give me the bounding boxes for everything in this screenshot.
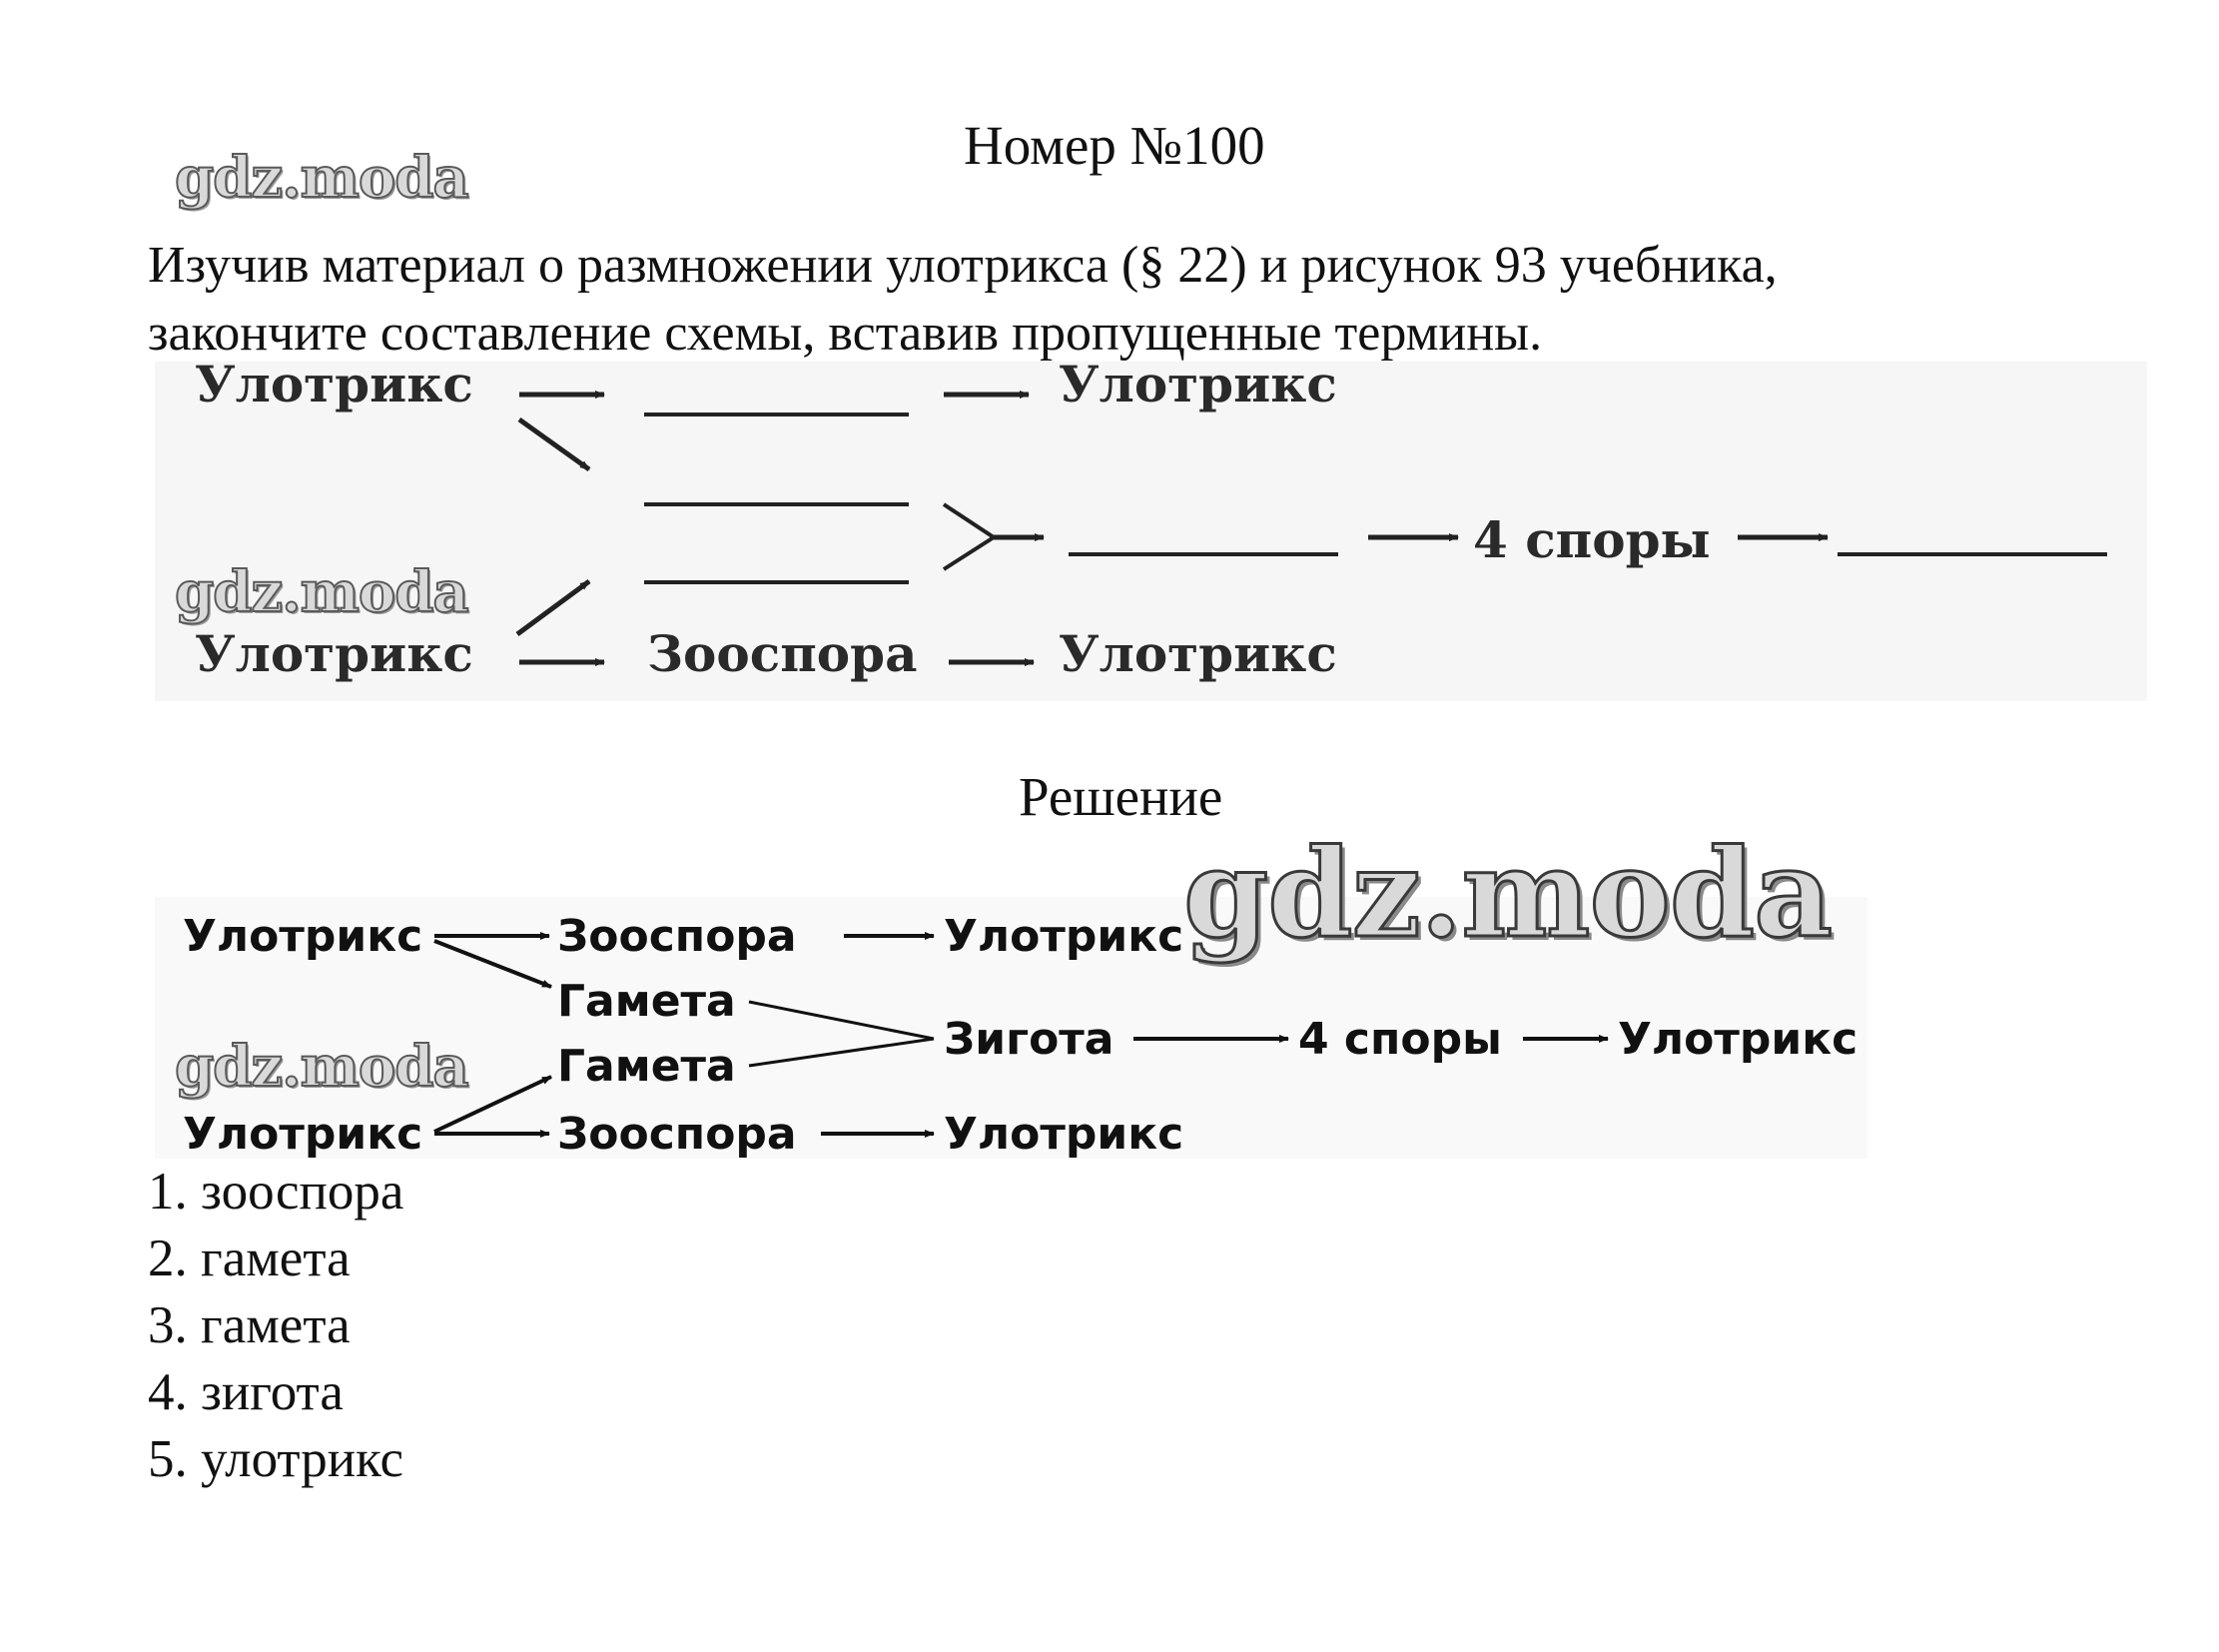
diagram-label: Улотрикс	[183, 911, 423, 962]
watermark: gdz.moda	[175, 559, 468, 625]
diagram-label: Зооспора	[557, 1109, 797, 1160]
diagram-label: Улотрикс	[1059, 624, 1337, 683]
watermark: gdz.moda	[1183, 821, 1833, 965]
diagram-label: Улотрикс	[1059, 355, 1337, 413]
list-item: 4. зигота	[148, 1363, 344, 1421]
list-item: 3. гамета	[148, 1296, 351, 1354]
diagram-label: Улотрикс	[1618, 1014, 1858, 1065]
diagram-label: 4 споры	[1473, 510, 1711, 569]
diagram-label: Зигота	[944, 1014, 1114, 1065]
solution-title: Решение	[1019, 766, 1223, 827]
diagram-label: Гамета	[557, 1041, 736, 1092]
merge-line	[749, 1039, 934, 1066]
task-line: Изучив материал о размножении улотрикса (§ 22) и рисунок 93 учебника,	[148, 237, 1778, 294]
list-item: 2. гамета	[148, 1230, 351, 1287]
diagram-label: Улотрикс	[195, 624, 473, 683]
diagram-label: Зооспора	[647, 624, 918, 683]
watermark: gdz.moda	[175, 145, 468, 211]
diagram-label: 4 споры	[1298, 1014, 1502, 1065]
task-line: закончите составление схемы, вставив пропущенные термины.	[148, 304, 1543, 362]
diagram-label: Улотрикс	[183, 1109, 423, 1160]
diagram-label: Улотрикс	[944, 911, 1184, 962]
list-item: 5. улотрикс	[148, 1430, 404, 1488]
diagram-label: Зооспора	[557, 911, 797, 962]
page-title: Номер №100	[964, 115, 1265, 176]
arrow	[434, 941, 551, 987]
diagram-label: Улотрикс	[944, 1109, 1184, 1160]
merge-line	[749, 1002, 934, 1039]
answer-list	[148, 1159, 403, 1493]
watermark: gdz.moda	[175, 1034, 468, 1100]
diagram-label: Улотрикс	[195, 355, 473, 413]
list-item: 1. зооспора	[148, 1163, 404, 1221]
diagram-label: Гамета	[557, 976, 736, 1027]
